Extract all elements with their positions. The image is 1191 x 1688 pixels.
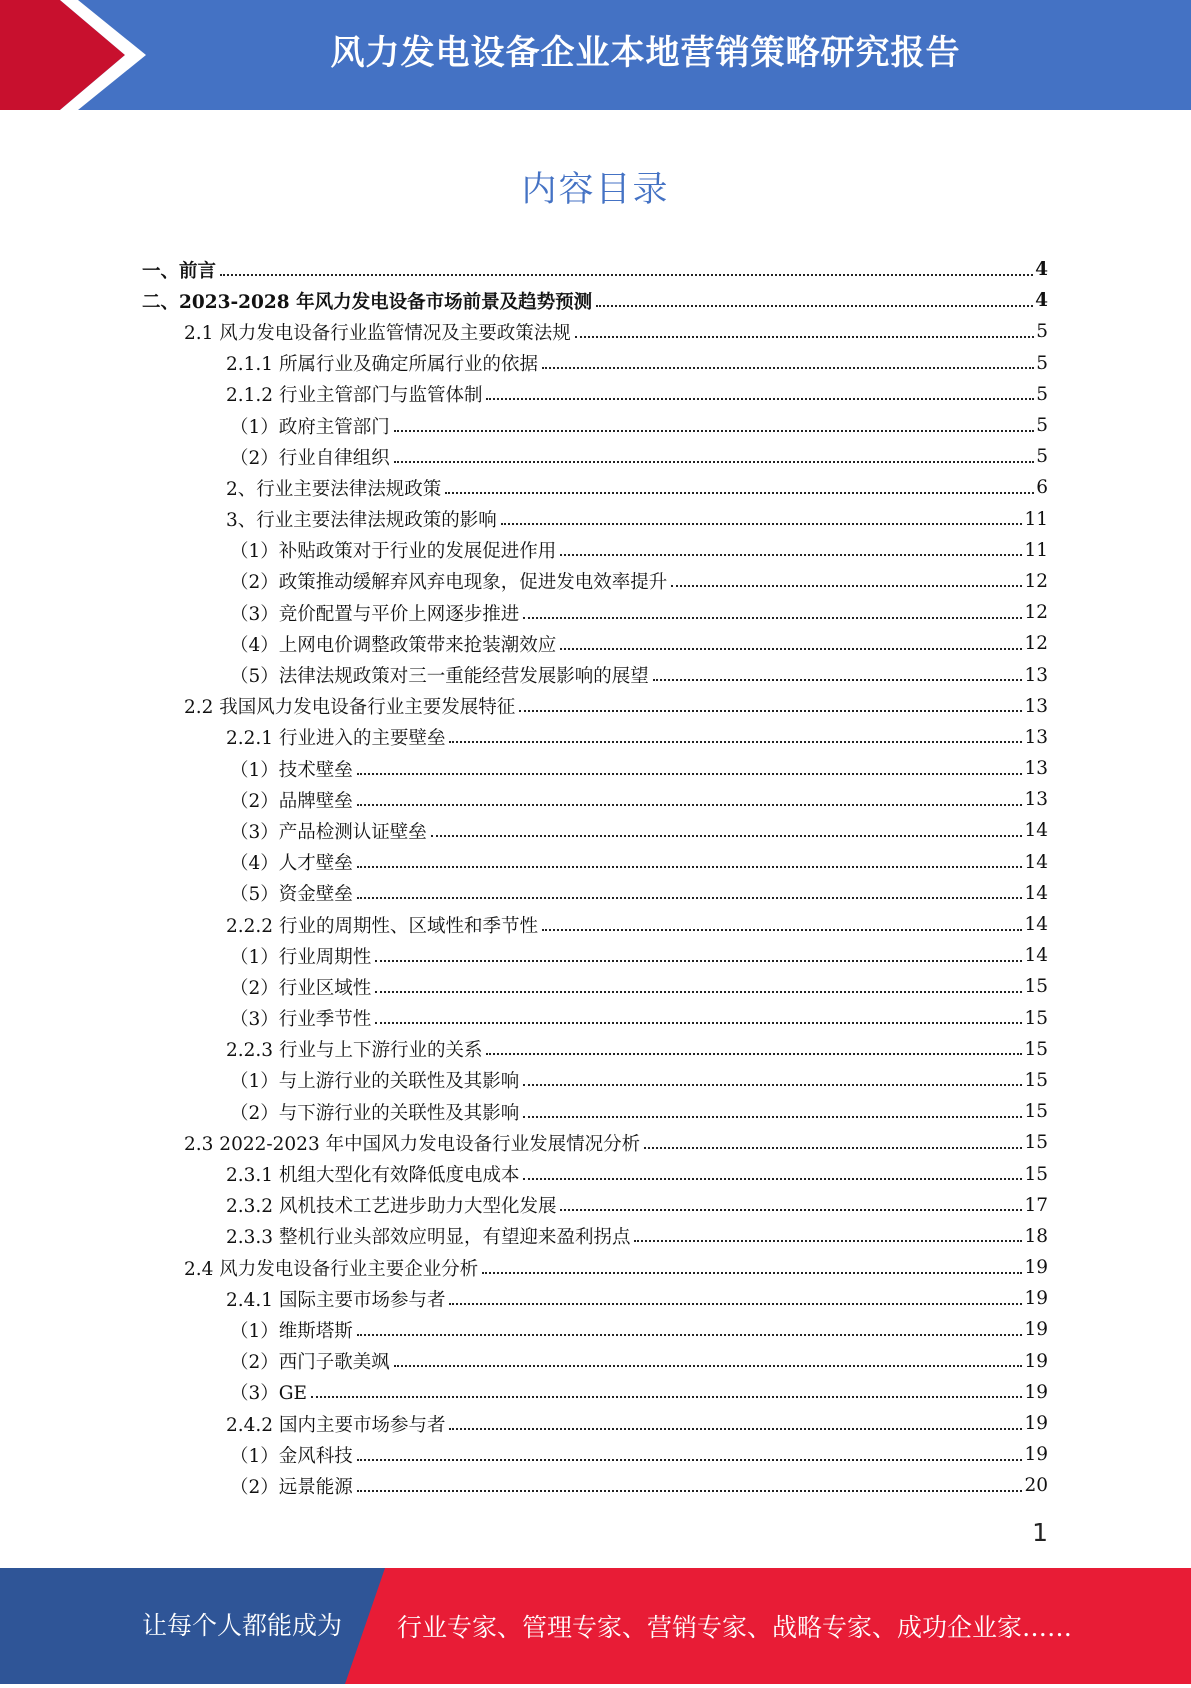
toc-entry[interactable] (142, 1127, 1048, 1158)
toc-entry-title: 2、行业主要法律法规政策 (226, 478, 442, 500)
dot-leader (560, 648, 1022, 650)
page-number: 1 (1032, 1518, 1048, 1547)
dot-leader (653, 679, 1023, 681)
toc-entry-page: 15 (1024, 1069, 1048, 1091)
dot-leader (501, 523, 1023, 525)
toc-entry-page: 12 (1024, 570, 1048, 592)
toc-entry[interactable] (142, 254, 1048, 285)
dot-leader (523, 1116, 1022, 1118)
toc-entry-page: 19 (1024, 1288, 1048, 1310)
dot-leader (357, 1459, 1023, 1461)
toc-entry[interactable] (142, 1096, 1048, 1127)
toc-entry[interactable] (142, 1314, 1048, 1345)
toc-heading: 内容目录 (521, 170, 670, 210)
dot-leader (394, 1365, 1023, 1367)
toc-entry-page: 4 (1035, 290, 1048, 312)
dot-leader (431, 835, 1023, 837)
toc-entry-page: 11 (1024, 508, 1048, 530)
toc-entry[interactable] (142, 1003, 1048, 1034)
toc-entry-title: 2.3 2022-2023 年中国风力发电设备行业发展情况分析 (184, 1133, 641, 1155)
toc-entry-page: 19 (1024, 1444, 1048, 1466)
toc-entry-title: （2）政策推动缓解弃风弃电现象，促进发电效率提升 (230, 572, 668, 594)
dot-leader (560, 1209, 1022, 1211)
toc-entry-title: 2.4.1 国际主要市场参与者 (226, 1289, 446, 1311)
toc-entry-page: 13 (1024, 695, 1048, 717)
toc-entry-page: 19 (1024, 1319, 1048, 1341)
toc-entry-title: （2）品牌壁垒 (230, 790, 353, 812)
dot-leader (523, 1084, 1022, 1086)
toc-entry[interactable] (142, 1470, 1048, 1501)
toc-entry[interactable] (142, 1221, 1048, 1252)
footer-slogan-left: 让每个人都能成为 (142, 1611, 343, 1640)
dot-leader (523, 1178, 1022, 1180)
dot-leader (671, 585, 1022, 587)
red-arrow-decoration (0, 0, 160, 110)
dot-leader (357, 897, 1023, 899)
toc-entry[interactable] (142, 691, 1048, 722)
toc-entry-title: 2.3.1 机组大型化有效降低度电成本 (226, 1165, 520, 1187)
toc-entry[interactable] (142, 285, 1048, 316)
report-title: 风力发电设备企业本地营销策略研究报告 (330, 33, 961, 73)
toc-entry-title: 3、行业主要法律法规政策的影响 (226, 510, 497, 532)
dot-leader (575, 336, 1034, 338)
toc-entry-page: 15 (1024, 1163, 1048, 1185)
toc-entry[interactable] (142, 1283, 1048, 1314)
toc-entry[interactable] (142, 847, 1048, 878)
toc-entry-title: （2）远景能源 (230, 1476, 353, 1498)
footer-slogan-right: 行业专家、管理专家、营销专家、战略专家、成功企业家…… (397, 1613, 1073, 1642)
toc-entry-title: （3）竞价配置与平价上网逐步推进 (230, 603, 520, 625)
toc-entry[interactable] (142, 909, 1048, 940)
toc-entry-page: 13 (1024, 726, 1048, 748)
dot-leader (357, 1334, 1023, 1336)
dot-leader (634, 1240, 1022, 1242)
toc-entry[interactable] (142, 535, 1048, 566)
dot-leader (523, 617, 1022, 619)
dot-leader (519, 710, 1022, 712)
toc-entry-title: （1）技术壁垒 (230, 759, 353, 781)
toc-entry-page: 19 (1024, 1413, 1048, 1435)
toc-entry-page: 14 (1024, 851, 1048, 873)
toc-entry[interactable] (142, 1377, 1048, 1408)
toc-entry-title: 2.1.1 所属行业及确定所属行业的依据 (226, 354, 538, 376)
toc-entry[interactable] (142, 628, 1048, 659)
toc-entry-title: （2）行业区域性 (230, 977, 372, 999)
dot-leader (449, 1303, 1022, 1305)
toc-entry[interactable] (142, 316, 1048, 347)
toc-entry-page: 6 (1036, 477, 1048, 499)
toc-entry-title: 2.2 我国风力发电设备行业主要发展特征 (184, 697, 516, 719)
dot-leader (375, 960, 1022, 962)
toc-entry-page: 5 (1036, 415, 1048, 437)
table-of-contents (142, 254, 1048, 1502)
toc-entry-title: 2.1.2 行业主管部门与监管体制 (226, 385, 483, 407)
toc-entry-title: （1）行业周期性 (230, 946, 372, 968)
toc-entry[interactable] (142, 472, 1048, 503)
toc-entry-title: （2）西门子歌美飒 (230, 1352, 390, 1374)
toc-entry-title: （2）与下游行业的关联性及其影响 (230, 1102, 520, 1124)
toc-entry[interactable] (142, 1252, 1048, 1283)
toc-entry[interactable] (142, 1190, 1048, 1221)
toc-entry-title: （1）维斯塔斯 (230, 1320, 353, 1342)
dot-leader (596, 305, 1033, 307)
dot-leader (560, 554, 1022, 556)
dot-leader (375, 1022, 1022, 1024)
toc-entry-page: 15 (1024, 976, 1048, 998)
toc-entry-title: （3）GE (230, 1383, 308, 1405)
page-footer (0, 1568, 1191, 1684)
toc-entry[interactable] (142, 1408, 1048, 1439)
toc-entry[interactable] (142, 504, 1048, 535)
toc-entry-page: 12 (1024, 633, 1048, 655)
toc-entry[interactable] (142, 659, 1048, 690)
toc-entry-title: 2.1 风力发电设备行业监管情况及主要政策法规 (184, 322, 571, 344)
toc-entry-page: 5 (1036, 352, 1048, 374)
toc-entry-page: 13 (1024, 789, 1048, 811)
toc-entry[interactable] (142, 722, 1048, 753)
dot-leader (542, 367, 1034, 369)
toc-entry-title: （1）金风科技 (230, 1445, 353, 1467)
toc-entry-page: 11 (1024, 539, 1048, 561)
toc-entry[interactable] (142, 441, 1048, 472)
dot-leader (486, 1053, 1022, 1055)
toc-entry[interactable] (142, 1158, 1048, 1189)
toc-entry-page: 15 (1024, 1038, 1048, 1060)
toc-entry[interactable] (142, 784, 1048, 815)
dot-leader (357, 1490, 1023, 1492)
toc-entry[interactable] (142, 566, 1048, 597)
dot-leader (449, 741, 1022, 743)
toc-entry-title: （4）上网电价调整政策带来抢装潮效应 (230, 634, 557, 656)
dot-leader (449, 1428, 1022, 1430)
toc-entry-title: （4）人才壁垒 (230, 853, 353, 875)
toc-entry-title: （2）行业自律组织 (230, 447, 390, 469)
toc-entry[interactable] (142, 597, 1048, 628)
toc-entry[interactable] (142, 940, 1048, 971)
toc-entry[interactable] (142, 878, 1048, 909)
dot-leader (394, 430, 1034, 432)
toc-entry[interactable] (142, 1346, 1048, 1377)
toc-entry-page: 14 (1024, 945, 1048, 967)
dot-leader (644, 1147, 1022, 1149)
dot-leader (311, 1396, 1022, 1398)
toc-entry-page: 13 (1024, 664, 1048, 686)
toc-entry-title: 一、前言 (142, 260, 217, 282)
toc-entry-title: （3）产品检测认证壁垒 (230, 821, 427, 843)
toc-entry-title: 二、2023-2028 年风力发电设备市场前景及趋势预测 (142, 291, 593, 313)
toc-entry-page: 14 (1024, 914, 1048, 936)
toc-entry-title: 2.4.2 国内主要市场参与者 (226, 1414, 446, 1436)
toc-entry[interactable] (142, 753, 1048, 784)
toc-entry-title: （1）补贴政策对于行业的发展促进作用 (230, 541, 557, 563)
toc-entry[interactable] (142, 815, 1048, 846)
dot-leader (486, 398, 1034, 400)
toc-entry[interactable] (142, 1065, 1048, 1096)
toc-entry-page: 15 (1024, 1007, 1048, 1029)
dot-leader (357, 773, 1023, 775)
toc-entry-page: 19 (1024, 1350, 1048, 1372)
toc-entry-page: 20 (1024, 1475, 1048, 1497)
toc-entry-title: 2.2.3 行业与上下游行业的关系 (226, 1040, 483, 1062)
toc-entry[interactable] (142, 379, 1048, 410)
toc-entry[interactable] (142, 1439, 1048, 1470)
toc-entry-page: 5 (1036, 446, 1048, 468)
dot-leader (357, 804, 1023, 806)
toc-entry-page: 18 (1024, 1225, 1048, 1247)
toc-entry-title: （5）法律法规政策对三一重能经营发展影响的展望 (230, 666, 649, 688)
dot-leader (220, 274, 1033, 276)
dot-leader (357, 866, 1023, 868)
toc-entry-title: 2.4 风力发电设备行业主要企业分析 (184, 1258, 479, 1280)
toc-entry-title: （1）政府主管部门 (230, 416, 390, 438)
toc-entry-page: 17 (1024, 1194, 1048, 1216)
dot-leader (445, 492, 1034, 494)
toc-entry[interactable] (142, 410, 1048, 441)
toc-entry-title: （1）与上游行业的关联性及其影响 (230, 1071, 520, 1093)
page-header (0, 0, 1191, 110)
toc-entry-title: （3）行业季节性 (230, 1009, 372, 1031)
toc-entry[interactable] (142, 971, 1048, 1002)
toc-entry-title: 2.2.1 行业进入的主要壁垒 (226, 728, 446, 750)
toc-entry-page: 12 (1024, 602, 1048, 624)
toc-entry-title: 2.2.2 行业的周期性、区域性和季节性 (226, 915, 538, 937)
toc-entry-title: （5）资金壁垒 (230, 884, 353, 906)
dot-leader (394, 461, 1034, 463)
toc-entry-title: 2.3.3 整机行业头部效应明显，有望迎来盈利拐点 (226, 1227, 631, 1249)
dot-leader (482, 1272, 1022, 1274)
dot-leader (542, 929, 1022, 931)
toc-entry[interactable] (142, 348, 1048, 379)
toc-entry-page: 4 (1035, 259, 1048, 281)
toc-entry-page: 5 (1036, 321, 1048, 343)
dot-leader (375, 991, 1022, 993)
toc-entry-page: 15 (1024, 1101, 1048, 1123)
toc-entry-page: 5 (1036, 383, 1048, 405)
toc-entry-page: 14 (1024, 882, 1048, 904)
toc-entry-page: 15 (1024, 1132, 1048, 1154)
toc-entry[interactable] (142, 1034, 1048, 1065)
toc-entry-title: 2.3.2 风机技术工艺进步助力大型化发展 (226, 1196, 557, 1218)
toc-entry-page: 19 (1024, 1381, 1048, 1403)
toc-entry-page: 13 (1024, 758, 1048, 780)
toc-entry-page: 19 (1024, 1257, 1048, 1279)
toc-entry-page: 14 (1024, 820, 1048, 842)
